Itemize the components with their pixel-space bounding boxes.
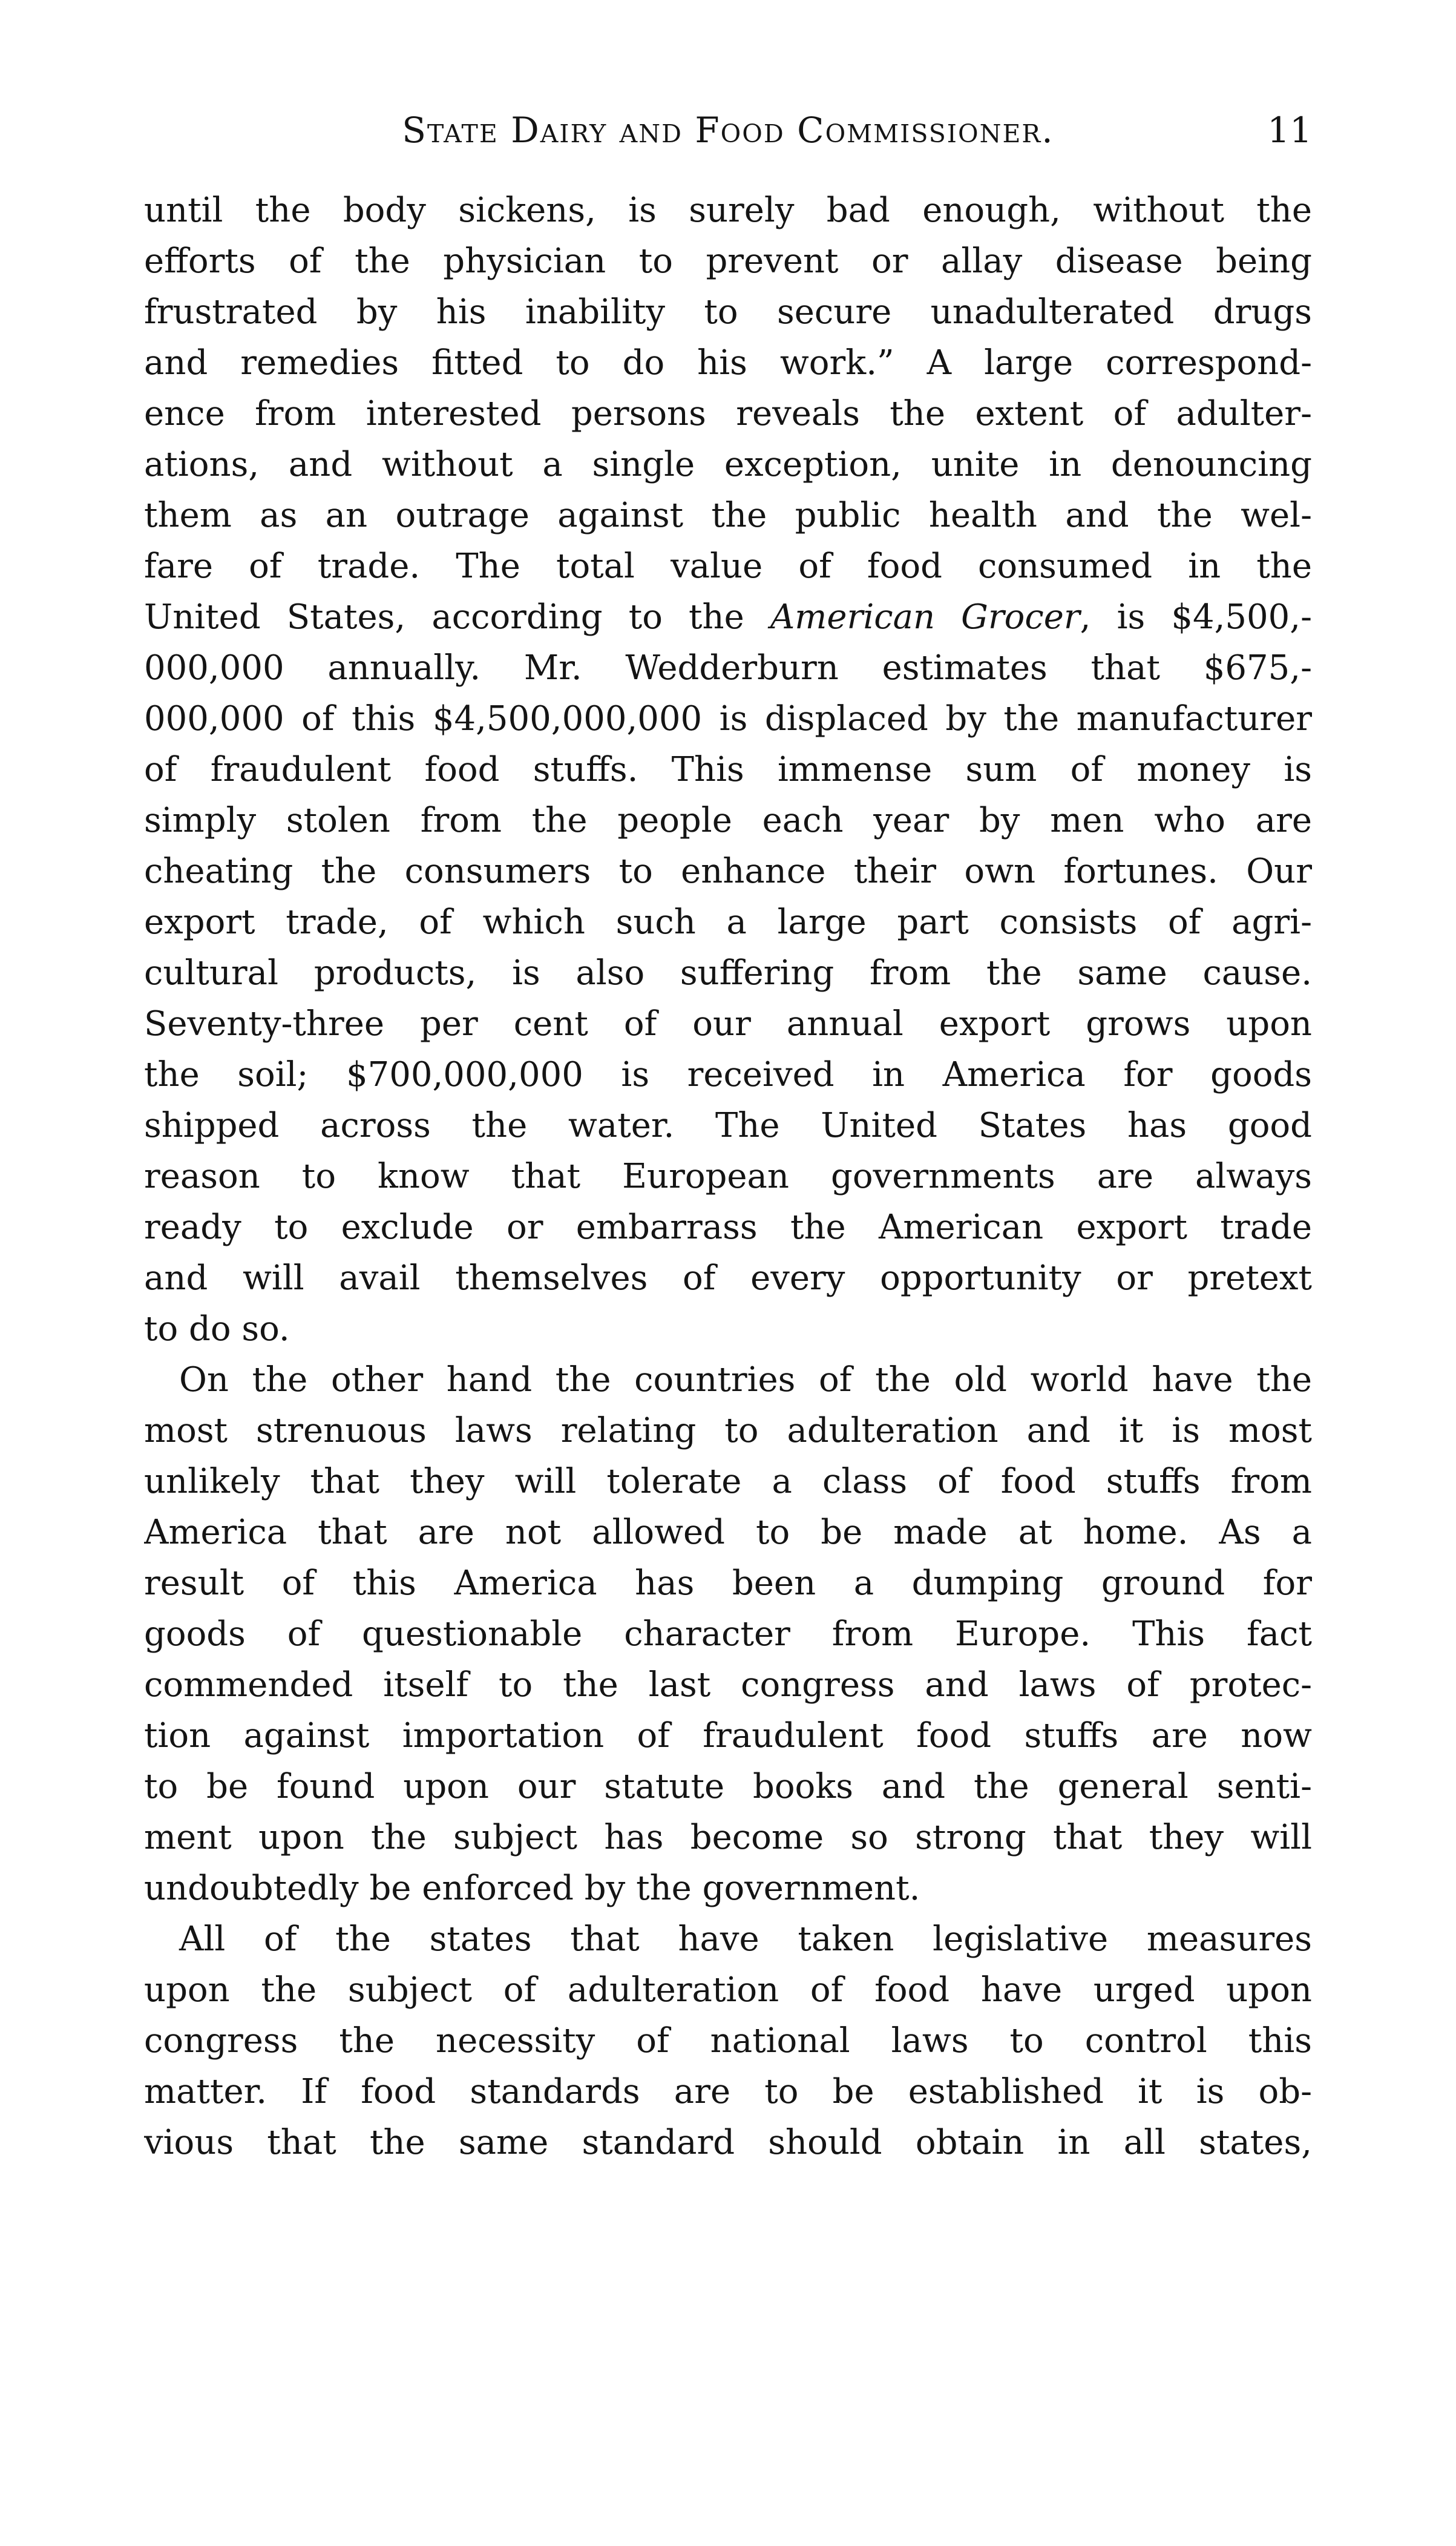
- text-line: America that are not allowed to be made at home. As a: [144, 1513, 1312, 1552]
- paragraph-2: [144, 1355, 1312, 1914]
- text-line: ations, and without a single exception, unite in denouncing: [144, 445, 1312, 484]
- text-line: shipped across the water. The United States has good: [144, 1106, 1312, 1145]
- text-line: export trade, of which such a large part consists of agri-: [144, 903, 1312, 942]
- text-line: goods of questionable character from Europe. This fact: [144, 1614, 1312, 1654]
- italic-title: American Grocer: [770, 597, 1080, 637]
- text-line: to do so.: [144, 1309, 290, 1349]
- text-line: tion against importation of fraudulent food stuffs are now: [144, 1716, 1312, 1755]
- text-line: result of this America has been a dumping ground for: [144, 1564, 1312, 1603]
- text-line: matter. If food standards are to be established it is ob-: [144, 2072, 1312, 2111]
- paragraph-3: [144, 1914, 1312, 2168]
- body-text: [144, 185, 1312, 2168]
- page-header: [144, 103, 1312, 157]
- text-line: cultural products, is also suffering from the same cause.: [144, 953, 1312, 993]
- text-line: and remedies fitted to do his work.” A large correspond-: [144, 343, 1312, 383]
- text-line: Seventy-three per cent of our annual export grows upon: [144, 1004, 1312, 1044]
- text-line: congress the necessity of national laws to control this: [144, 2021, 1312, 2061]
- running-head: State Dairy and Food Commissioner.: [402, 110, 1054, 151]
- text-line: vious that the same standard should obtain in all states,: [144, 2123, 1312, 2162]
- text-line: cheating the consumers to enhance their own fortunes. Our: [144, 852, 1312, 891]
- text-line: 000,000 of this $4,500,000,000 is displaced by the manufacturer: [144, 699, 1312, 738]
- text-line: simply stolen from the people each year by men who are: [144, 801, 1312, 840]
- text-line: undoubtedly be enforced by the government.: [144, 1869, 920, 1908]
- text-line: ence from interested persons reveals the extent of adulter-: [144, 394, 1312, 433]
- text-line: ment upon the subject has become so strong that they will: [144, 1818, 1312, 1857]
- text-line: reason to know that European governments are always: [144, 1157, 1312, 1196]
- text-line: most strenuous laws relating to adulteration and it is most: [144, 1411, 1312, 1450]
- page-number: 11: [1267, 110, 1312, 151]
- text-line: of fraudulent food stuffs. This immense sum of money is: [144, 750, 1312, 789]
- text-line: to be found upon our statute books and the general senti-: [144, 1767, 1312, 1806]
- text-line: 000,000 annually. Mr. Wedderburn estimates that $675,-: [144, 648, 1312, 688]
- text-line: efforts of the physician to prevent or allay disease being: [144, 242, 1312, 281]
- text-line: commended itself to the last congress and laws of protec-: [144, 1665, 1312, 1705]
- text-line: ready to exclude or embarrass the American export trade: [144, 1208, 1312, 1247]
- text-line: them as an outrage against the public health and the wel-: [144, 496, 1312, 535]
- paragraph-1: [144, 185, 1312, 1355]
- text-line: On the other hand the countries of the old world have the: [179, 1360, 1312, 1400]
- text-line: All of the states that have taken legislative measures: [179, 1919, 1312, 1959]
- text-line: upon the subject of adulteration of food have urged upon: [144, 1970, 1312, 2010]
- text-line: until the body sickens, is surely bad enough, without the: [144, 191, 1312, 230]
- text-line: and will avail themselves of every opportunity or pretext: [144, 1258, 1312, 1298]
- text-line: United States, according to the American Grocer, is $4,500,-: [144, 597, 1312, 637]
- text-line: fare of trade. The total value of food consumed in the: [144, 547, 1312, 586]
- text-line: unlikely that they will tolerate a class of food stuffs from: [144, 1462, 1312, 1501]
- text-line: frustrated by his inability to secure unadulterated drugs: [144, 292, 1312, 332]
- text-line: the soil; $700,000,000 is received in America for goods: [144, 1055, 1312, 1094]
